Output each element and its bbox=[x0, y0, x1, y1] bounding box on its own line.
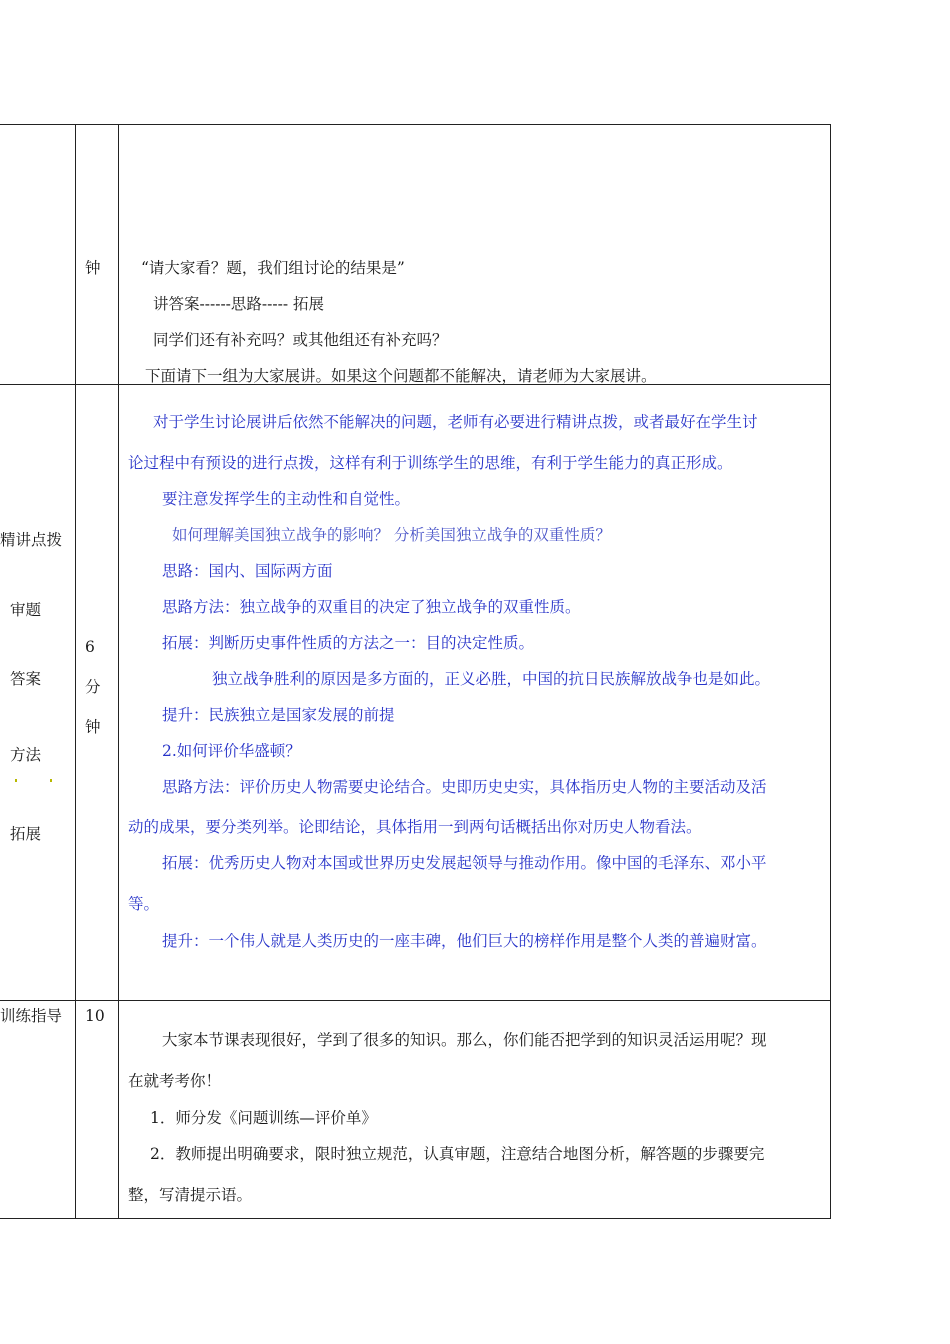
table-top-border bbox=[0, 124, 831, 125]
stage-label: 拓展 bbox=[10, 825, 42, 843]
table-right-border bbox=[830, 124, 831, 1219]
content-line: 拓展：判断历史事件性质的方法之一：目的决定性质。 bbox=[162, 634, 535, 652]
content-line: “请大家看？题，我们组讨论的结果是” bbox=[141, 259, 405, 277]
content-line: 拓展：优秀历史人物对本国或世界历史发展起领导与推动作用。像中国的毛泽东、邓小平 bbox=[162, 854, 767, 872]
content-line: 在就考考你！ bbox=[128, 1072, 222, 1090]
stage-label: 方法 bbox=[10, 746, 42, 764]
stage-label: 精讲点拨 bbox=[0, 531, 63, 549]
content-line: 思路方法：独立战争的双重目的决定了独立战争的双重性质。 bbox=[162, 598, 581, 616]
content-line: 思路：国内、国际两方面 bbox=[162, 562, 333, 580]
time-cell: 分 bbox=[85, 678, 101, 696]
content-line: 1．师分发《问题训练—评价单》 bbox=[150, 1109, 377, 1127]
stage-label: 答案 bbox=[10, 670, 42, 688]
content-line: 下面请下一组为大家展讲。如果这个问题都不能解决，请老师为大家展讲。 bbox=[145, 367, 657, 385]
content-line: 对于学生讨论展讲后依然不能解决的问题，老师有必要进行精讲点拨，或者最好在学生讨 bbox=[153, 413, 758, 431]
content-line: 大家本节课表现很好，学到了很多的知识。那么，你们能否把学到的知识灵活运用呢？现 bbox=[162, 1031, 767, 1049]
question-line: 如何理解美国独立战争的影响？ 分析美国独立战争的双重性质？ bbox=[172, 526, 611, 544]
content-line: 独立战争胜利的原因是多方面的，正义必胜，中国的抗日民族解放战争也是如此。 bbox=[212, 670, 771, 688]
content-line: 提升：一个伟人就是人类历史的一座丰碑，他们巨大的榜样作用是整个人类的普遍财富。 bbox=[162, 932, 767, 950]
content-line: 要注意发挥学生的主动性和自觉性。 bbox=[162, 490, 411, 508]
mark-dot bbox=[15, 779, 17, 782]
content-line: 提升：民族独立是国家发展的前提 bbox=[162, 706, 395, 724]
column-divider-1 bbox=[75, 124, 76, 1219]
content-line: 讲答案------思路----- 拓展 bbox=[153, 295, 325, 313]
content-line: 动的成果，要分类列举。论即结论，具体指用一到两句话概括出你对历史人物看法。 bbox=[128, 818, 702, 836]
time-cell-minute: 钟 bbox=[85, 259, 101, 277]
content-line: 论过程中有预设的进行点拨，这样有利于训练学生的思维，有利于学生能力的真正形成。 bbox=[128, 454, 733, 472]
content-line: 等。 bbox=[128, 895, 160, 913]
stage-label: 训练指导 bbox=[0, 1007, 63, 1025]
content-line: 思路方法：评价历史人物需要史论结合。史即历史史实，具体指历史人物的主要活动及活 bbox=[162, 778, 767, 796]
column-divider-2 bbox=[118, 124, 119, 1219]
mark-dot bbox=[50, 779, 52, 782]
row-divider-2 bbox=[0, 1000, 831, 1001]
time-cell: 钟 bbox=[85, 718, 101, 736]
stage-label: 审题 bbox=[10, 601, 42, 619]
table-bottom-border bbox=[0, 1218, 831, 1219]
time-cell: 6 bbox=[85, 638, 95, 656]
content-line: 2．教师提出明确要求，限时独立规范，认真审题，注意结合地图分析，解答题的步骤要完 bbox=[150, 1145, 765, 1163]
content-line: 同学们还有补充吗？或其他组还有补充吗？ bbox=[153, 331, 448, 349]
time-cell: 10 bbox=[85, 1007, 105, 1025]
content-line: 2.如何评价华盛顿？ bbox=[162, 742, 301, 760]
content-line: 整，写清提示语。 bbox=[128, 1186, 253, 1204]
